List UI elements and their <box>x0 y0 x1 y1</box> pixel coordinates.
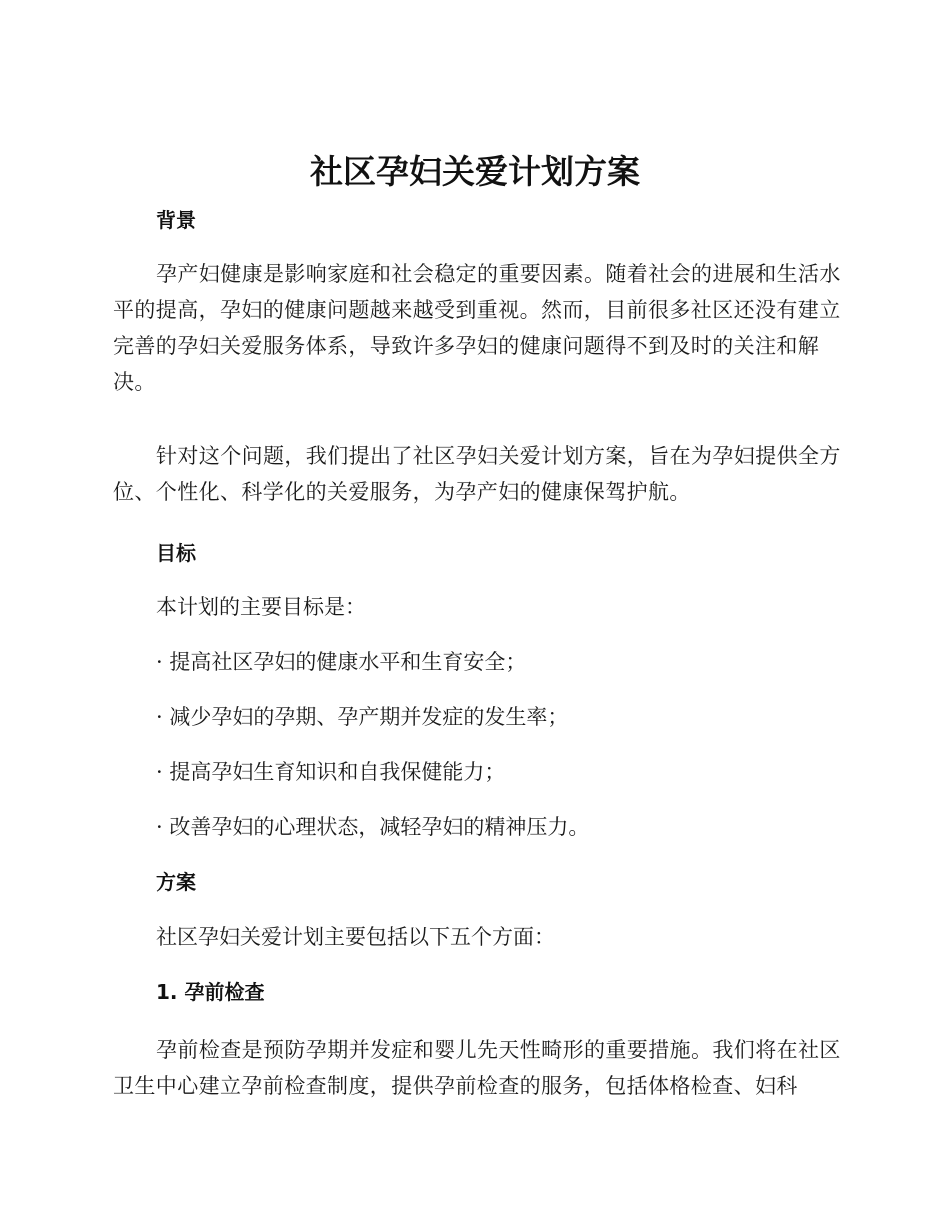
subsection-heading-pre-pregnancy-check: 1. 孕前检查 <box>156 980 265 1004</box>
goal-item-4: · 改善孕妇的心理状态，减轻孕妇的精神压力。 <box>156 815 590 839</box>
goal-item-3: · 提高孕妇生育知识和自我保健能力； <box>156 760 506 784</box>
goal-item-1: · 提高社区孕妇的健康水平和生育安全； <box>156 650 527 674</box>
document-title: 社区孕妇关爱计划方案 <box>310 152 640 191</box>
section-heading-goals: 目标 <box>156 541 196 565</box>
section-heading-background: 背景 <box>156 208 196 232</box>
plan-intro: 社区孕妇关爱计划主要包括以下五个方面： <box>156 925 555 949</box>
pre-pregnancy-check-paragraph: 孕前检查是预防孕期并发症和婴儿先天性畸形的重要措施。我们将在社区卫生中心建立孕前检查制度，提供孕前检查的服务，包括体格检查、妇科 <box>113 1038 841 1098</box>
background-paragraph-1: 孕产妇健康是影响家庭和社会稳定的重要因素。随着社会的进展和生活水平的提高，孕妇的健康问题越来越受到重视。然而，目前很多社区还没有建立完善的孕妇关爱服务体系，导致许多孕妇的健康问题得不到及时的关注和解决。 <box>113 262 841 394</box>
section-heading-plan: 方案 <box>156 870 196 894</box>
goal-item-2: · 减少孕妇的孕期、孕产期并发症的发生率； <box>156 705 569 729</box>
background-paragraph-2: 针对这个问题，我们提出了社区孕妇关爱计划方案，旨在为孕妇提供全方位、个性化、科学化的关爱服务，为孕产妇的健康保驾护航。 <box>113 444 841 504</box>
goals-intro: 本计划的主要目标是： <box>156 595 366 619</box>
